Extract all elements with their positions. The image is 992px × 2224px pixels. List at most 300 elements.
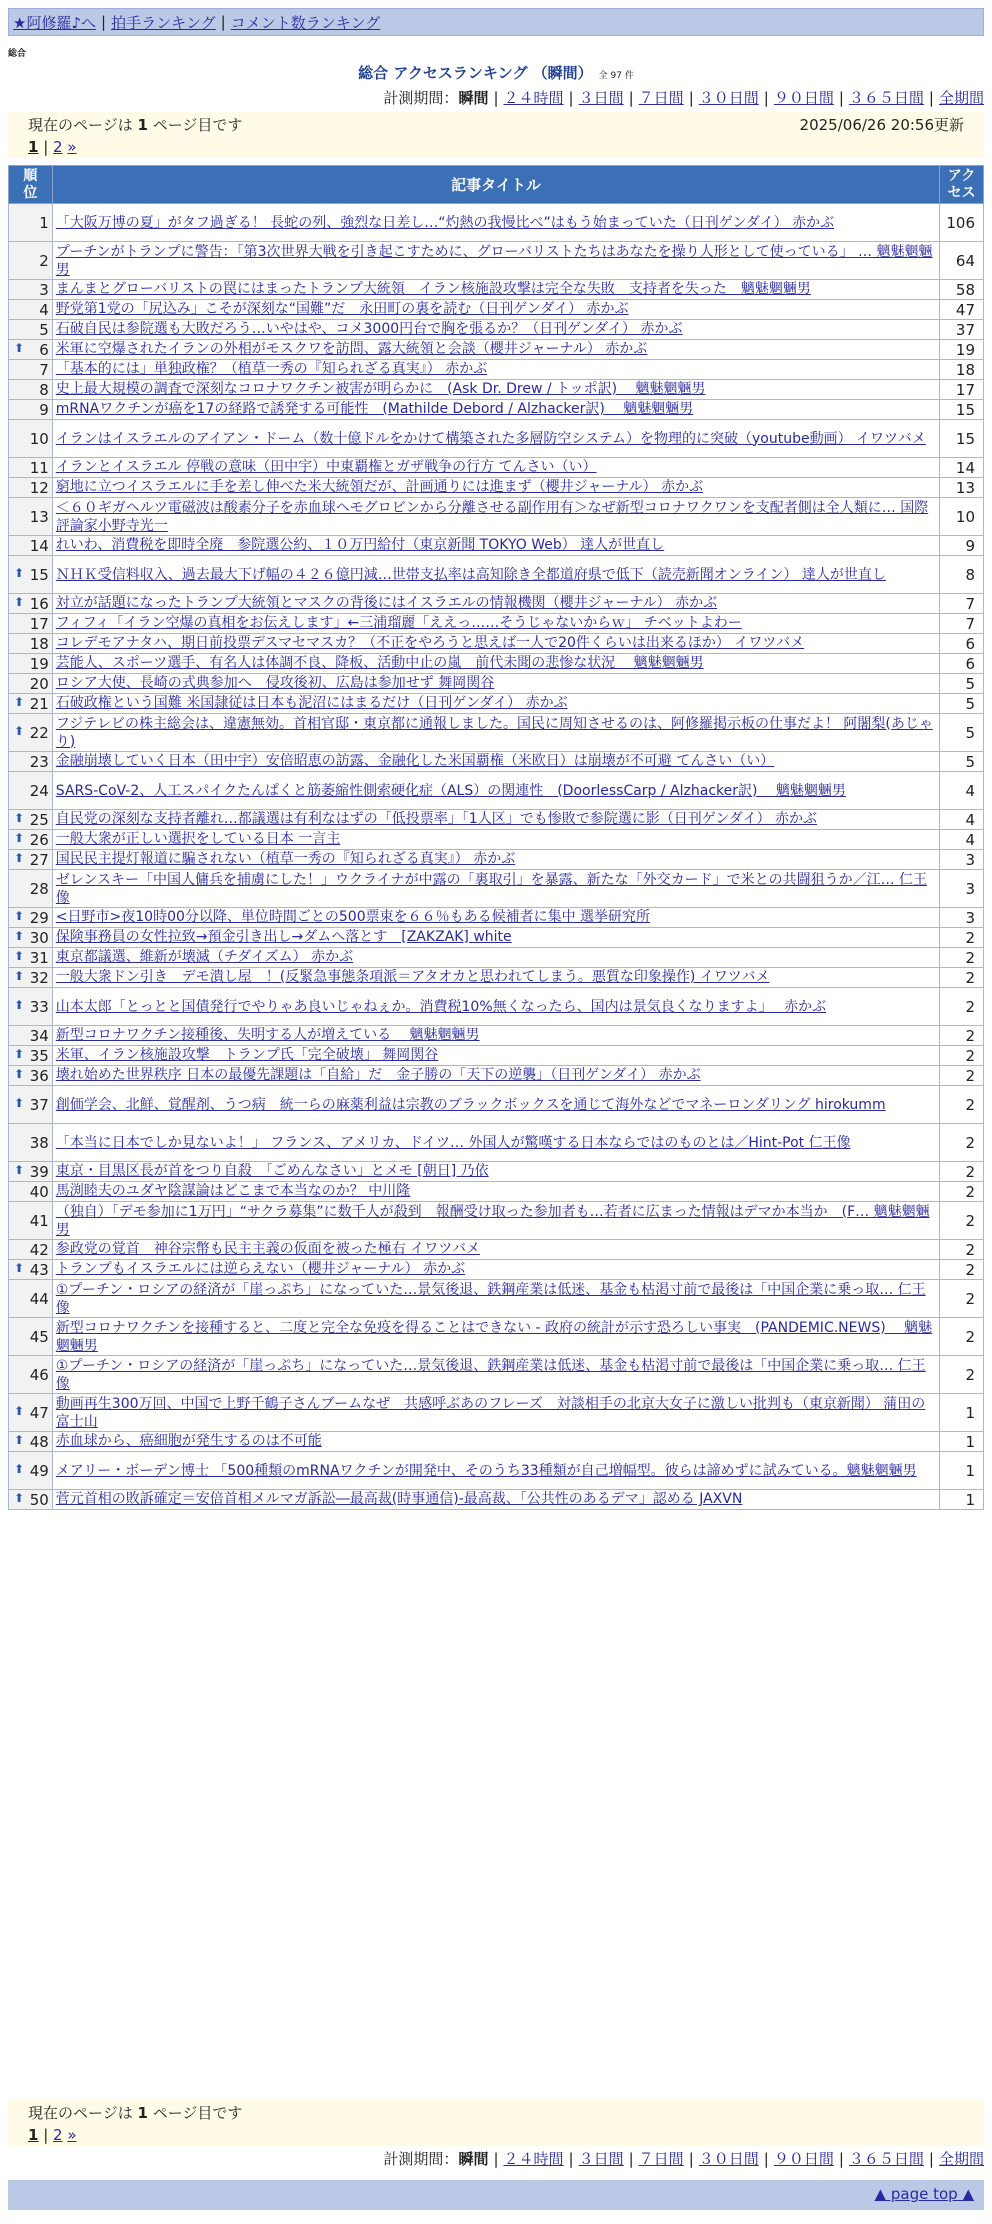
table-row [9, 614, 984, 634]
rank-cell [9, 204, 53, 242]
rank-cell [9, 948, 53, 968]
table-row [9, 420, 984, 458]
period-link-5[interactable]: ９０日間 [773, 89, 834, 107]
title-cell [52, 694, 939, 714]
rank-cell [9, 1260, 53, 1280]
rank-cell [9, 968, 53, 988]
article-link[interactable]: イランとイスラエル 停戦の意味（田中宇）中東覇権とガザ戦争の行方 てんさい（い） [55, 459, 597, 475]
article-link[interactable]: 赤血球から、癌細胞が発生するのは不可能 [55, 1433, 322, 1449]
article-link[interactable]: れいわ、消費税を即時全廃 参院選公約、１０万円給付（東京新聞 TOKYO Web） 達人が世直し [55, 537, 665, 553]
rank-cell [9, 1026, 53, 1046]
page-current: 1 [28, 2126, 39, 2144]
rank-cell [9, 340, 53, 360]
title-cell [52, 420, 939, 458]
title-cell [52, 340, 939, 360]
access-count: 14 [940, 458, 984, 478]
rank-number: 36 [29, 1066, 49, 1085]
title-cell [52, 1066, 939, 1086]
comment-ranking-link[interactable]: コメント数ランキング [230, 13, 381, 32]
access-count: 47 [940, 300, 984, 320]
title-cell [52, 614, 939, 634]
title-cell [52, 1240, 939, 1260]
rank-number: 20 [29, 674, 49, 693]
page-title-wrap [0, 62, 992, 83]
title-cell [52, 360, 939, 380]
period-link-3[interactable]: ７日間 [638, 89, 684, 107]
rank-cell [9, 694, 53, 714]
access-count: 13 [940, 478, 984, 498]
title-cell [52, 1356, 939, 1394]
rank-cell [9, 772, 53, 810]
page-top-link[interactable]: ▲ page top ▲ [874, 2185, 974, 2203]
arrow-up-icon: ⬆ [14, 948, 25, 963]
title-cell [52, 1124, 939, 1162]
access-count: 2 [940, 1202, 984, 1240]
access-count: 10 [940, 498, 984, 536]
title-cell [52, 1046, 939, 1066]
access-count: 2 [940, 968, 984, 988]
article-link[interactable]: 一般大衆が正しい選択をしている日本 一言主 [55, 831, 341, 847]
page-link-»[interactable]: » [67, 138, 77, 156]
article-link[interactable]: 新型コロナワクチン接種後、失明する人が増えている 魑魅魍魎男 [55, 1027, 480, 1043]
period-separator: | [628, 2150, 634, 2168]
rank-number: 9 [39, 400, 49, 419]
article-link[interactable]: トランプもイスラエルには逆らえない（櫻井ジャーナル） 赤かぶ [55, 1261, 466, 1277]
access-count: 64 [940, 242, 984, 280]
arrow-up-icon: ⬆ [14, 1260, 25, 1275]
period-separator: | [493, 89, 499, 107]
title-cell [52, 810, 939, 830]
table-row [9, 870, 984, 908]
table-row [9, 654, 984, 674]
table-row [9, 1260, 984, 1280]
rank-number: 26 [29, 830, 49, 849]
title-cell [52, 634, 939, 654]
rank-cell [9, 1240, 53, 1260]
article-link[interactable]: まんまとグローバリストの罠にはまったトランプ大統領 イラン核施設攻撃は完全な失敗 支持者を失った 魑魅魍魎男 [55, 281, 811, 297]
article-link[interactable]: ①プーチン・ロシアの経済が「崖っぷち」になっていた…景気後退、鉄鋼産業は低迷、基金も枯渇寸前で最後は「中国企業に乗っ取… 仁王像 [55, 1357, 926, 1392]
access-count: 2 [940, 928, 984, 948]
access-count: 19 [940, 340, 984, 360]
table-row [9, 1394, 984, 1432]
nav-separator: | [101, 13, 107, 31]
title-cell [52, 988, 939, 1026]
nav-separator: | [220, 13, 226, 31]
article-link[interactable]: 東京・目黒区長が首をつり自殺 「ごめんなさい」とメモ [朝日] 乃依 [55, 1163, 489, 1179]
arrow-up-icon: ⬆ [14, 1162, 25, 1177]
rank-cell [9, 1066, 53, 1086]
period-separator: | [928, 2150, 934, 2168]
rank-cell [9, 478, 53, 498]
arrow-up-icon: ⬆ [14, 997, 25, 1012]
table-row [9, 1086, 984, 1124]
table-row [9, 1162, 984, 1182]
article-link[interactable]: イランはイスラエルのアイアン・ドーム（数十億ドルをかけて構築された多層防空システム）を物理的に突破（youtube動画） イワツバメ [55, 430, 926, 447]
arrow-up-icon: ⬆ [14, 810, 25, 825]
title-cell [52, 1432, 939, 1452]
rank-number: 13 [29, 507, 49, 526]
title-cell [52, 594, 939, 614]
rank-number: 12 [29, 478, 49, 497]
period-separator: | [928, 89, 934, 107]
bottom-bar [8, 2180, 984, 2210]
table-row [9, 1026, 984, 1046]
title-cell [52, 870, 939, 908]
table-row [9, 300, 984, 320]
table-row [9, 1432, 984, 1452]
title-cell [52, 654, 939, 674]
article-link[interactable]: 新型コロナワクチンを接種すると、二度と完全な免疫を得ることはできない - 政府の統計が示す恐ろしい事実 (PANDEMIC.NEWS) 魑魅魍魎男 [55, 1319, 933, 1354]
table-row [9, 280, 984, 300]
arrow-up-icon: ⬆ [14, 928, 25, 943]
rank-number: 17 [29, 614, 49, 633]
access-count: 15 [940, 420, 984, 458]
rank-number: 41 [29, 1211, 49, 1230]
access-count: 17 [940, 380, 984, 400]
article-link[interactable]: 国民民主提灯報道に騙されない（植草一秀の『知られざる真実』） 赤かぶ [55, 851, 516, 867]
article-link[interactable]: 菅元首相の敗訴確定＝安倍首相メルマガ訴訟―最高裁(時事通信)-最高裁、「公共性のあるデマ」認める JAXVN [55, 1491, 743, 1507]
table-row [9, 634, 984, 654]
period-link-5[interactable]: ９０日間 [773, 2150, 834, 2168]
rank-cell [9, 320, 53, 340]
rank-number: 16 [29, 594, 49, 613]
access-count: 6 [940, 634, 984, 654]
period-separator: | [688, 2150, 694, 2168]
access-count: 2 [940, 948, 984, 968]
table-row [9, 1202, 984, 1240]
access-count: 2 [940, 1124, 984, 1162]
rank-cell [9, 614, 53, 634]
pager-bottom [28, 2126, 964, 2144]
access-count: 106 [940, 204, 984, 242]
rank-number: 43 [29, 1260, 49, 1279]
article-link[interactable]: 「大阪万博の夏」がタフ過ぎる！ 長蛇の列、強烈な日差し…“灼熱の我慢比べ”はもう始まっていた（日刊ゲンダイ） 赤かぶ [55, 214, 835, 231]
table-row [9, 536, 984, 556]
period-link-4[interactable]: ３０日間 [698, 2150, 759, 2168]
table-row [9, 772, 984, 810]
title-cell [52, 1260, 939, 1280]
article-link[interactable]: フィフィ「イラン空爆の真相をお伝えします」←三浦瑠麗「ええっ……そうじゃないからｗ」 チベットよわー [55, 615, 742, 631]
access-count: 7 [940, 594, 984, 614]
rank-number: 31 [29, 948, 49, 967]
arrow-up-icon: ⬆ [14, 1461, 25, 1476]
period-link-1[interactable]: ２４時間 [503, 2150, 564, 2168]
title-cell [52, 948, 939, 968]
rank-cell [9, 300, 53, 320]
rank-cell [9, 280, 53, 300]
access-count: 1 [940, 1490, 984, 1510]
rank-number: 48 [29, 1432, 49, 1451]
arrow-up-icon: ⬆ [14, 1432, 25, 1447]
article-link[interactable]: SARS-CoV-2、人工スパイクたんぱくと筋萎縮性側索硬化症（ALS）の関連性 (DoorlessCarp / Alzhacker訳) 魑魅魍魎男 [55, 782, 846, 799]
period-selector-top [383, 87, 984, 108]
article-link[interactable]: 壊れ始めた世界秩序 日本の最優先課題は「自給」だ 金子勝の「天下の逆襲」（日刊ゲンダイ） 赤かぶ [55, 1067, 701, 1083]
period-link-6[interactable]: ３６５日間 [848, 2150, 924, 2168]
rank-cell [9, 1280, 53, 1318]
access-count: 3 [940, 850, 984, 870]
title-cell [52, 242, 939, 280]
title-cell [52, 478, 939, 498]
table-row [9, 478, 984, 498]
article-link[interactable]: 「本当に日本でしか見ないよ！」 フランス、アメリカ、ドイツ… 外国人が驚嘆する日本ならではのものとは／Hint-Pot 仁王像 [55, 1134, 851, 1151]
article-link[interactable]: ①プーチン・ロシアの経済が「崖っぷち」になっていた…景気後退、鉄鋼産業は低迷、基金も枯渇寸前で最後は「中国企業に乗っ取… 仁王像 [55, 1281, 926, 1316]
title-cell [52, 1394, 939, 1432]
table-row [9, 1356, 984, 1394]
period-separator: | [568, 89, 574, 107]
article-link[interactable]: 山本太郎「とっとと国債発行でやりゃあ良いじゃねぇか。消費税10%無くなったら、国内は景気良くなりますよ」 赤かぶ [55, 998, 827, 1015]
table-row [9, 1182, 984, 1202]
table-row [9, 674, 984, 694]
article-link[interactable]: 保険事務員の女性拉致→預金引き出し→ダムへ落とす [ZAKZAK] white [55, 929, 512, 945]
rank-number: 42 [29, 1240, 49, 1259]
article-link[interactable]: プーチンがトランプに警告：「第3次世界大戦を引き起こすために、グローバリストたちはあなたを操り人形として使っている」 … 魑魅魍魎男 [55, 243, 933, 278]
article-link[interactable]: 金融崩壊していく日本（田中宇）安倍昭恵の訪露、金融化した米国覇権（米欧日）は崩壊が不可避 てんさい（い） [55, 753, 775, 769]
rank-cell [9, 810, 53, 830]
rank-number: 27 [29, 850, 49, 869]
title-cell [52, 1182, 939, 1202]
access-count: 58 [940, 280, 984, 300]
article-link[interactable]: 一般大衆ドン引き デモ潰し屋 ！(反緊急事態条項派＝アタオカと思われてしまう。悪質な印象操作) イワツバメ [55, 969, 770, 985]
rank-number: 32 [29, 968, 49, 987]
rank-number: 44 [29, 1289, 49, 1308]
article-link[interactable]: （独自）「デモ参加に1万円」“サクラ募集”に数千人が殺到 報酬受け取った参加者も…若者に広まった情報はデマか本当か (F… 魑魅魍魎男 [55, 1203, 930, 1238]
rank-cell [9, 714, 53, 752]
rank-number: 1 [39, 213, 49, 232]
rank-cell [9, 1162, 53, 1182]
title-header: 記事タイトル [52, 166, 939, 204]
access-count: 2 [940, 1066, 984, 1086]
table-row [9, 810, 984, 830]
article-link[interactable]: フジテレビの株主総会は、違憲無効。首相官邸・東京都に通報しました。国民に周知させるのは、阿修羅掲示板の仕事だよ！ 阿闍梨(あじゃり) [55, 715, 933, 750]
rank-cell [9, 400, 53, 420]
article-link[interactable]: 野党第1党の「尻込み」こそが深刻な“国難”だ 永田町の裏を読む（日刊ゲンダイ） 赤かぶ [55, 301, 629, 317]
title-cell [52, 968, 939, 988]
article-link[interactable]: ＜６０ギガヘルツ電磁波は酸素分子を赤血球ヘモグロビンから分離させる副作用有＞なぜ新型コロナワクワンを支配者側は全人類に… 国際評論家小野寺光一 [55, 499, 929, 534]
period-link-3[interactable]: ７日間 [638, 2150, 684, 2168]
access-count: 2 [940, 1356, 984, 1394]
top-nav-bar [8, 8, 984, 36]
access-count: 1 [940, 1452, 984, 1490]
access-count: 5 [940, 714, 984, 752]
rank-cell [9, 674, 53, 694]
rank-cell [9, 1394, 53, 1432]
article-link[interactable]: 芸能人、スポーツ選手、有名人は体調不良、降板、活動中止の嵐 前代未聞の悲惨な状況 魑魅魍魎男 [55, 655, 704, 671]
title-cell [52, 204, 939, 242]
table-row [9, 458, 984, 478]
rank-cell [9, 1318, 53, 1356]
table-row [9, 1240, 984, 1260]
article-link[interactable]: 東京都議選、維新が壊滅（チダイズム） 赤かぶ [55, 949, 354, 965]
page-separator: | [43, 2126, 54, 2144]
table-row [9, 380, 984, 400]
title-cell [52, 1202, 939, 1240]
access-count: 8 [940, 556, 984, 594]
article-link[interactable]: 米軍、イラン核施設攻撃 トランプ氏「完全破壊」 舞岡関谷 [55, 1047, 439, 1063]
article-link[interactable]: mRNAワクチンが癌を17の経路で誘発する可能性 (Mathilde Debord / Alzhacker訳) 魑魅魍魎男 [55, 401, 694, 417]
rank-number: 45 [29, 1327, 49, 1346]
home-link[interactable]: ★阿修羅♪へ [13, 13, 97, 32]
rank-number: 49 [29, 1461, 49, 1480]
article-link[interactable]: 窮地に立つイスラエルに手を差し伸べた米大統領だが、計画通りには進まず（櫻井ジャーナル） 赤かぶ [55, 479, 704, 495]
title-cell [52, 458, 939, 478]
title-cell [52, 1162, 939, 1182]
rank-number: 7 [39, 360, 49, 379]
article-link[interactable]: 米軍に空爆されたイランの外相がモスクワを訪問、露大統領と会談（櫻井ジャーナル） 赤かぶ [55, 341, 648, 357]
rank-number: 3 [39, 280, 49, 299]
article-link[interactable]: 自民党の深刻な支持者離れ…都議選は有利なはずの「低投票率」「1人区」でも惨敗で参院選に影（日刊ゲンダイ） 赤かぶ [55, 811, 818, 827]
access-count: 2 [940, 1280, 984, 1318]
article-link[interactable]: メアリー・ボーデン博士 「500種類のmRNAワクチンが開発中、そのうち33種類が自己増幅型。彼らは諦めずに試みている。魑魅魍魎男 [55, 1462, 917, 1479]
period-link-2[interactable]: ３日間 [578, 2150, 624, 2168]
article-link[interactable]: 石破自民は参院選も大敗だろう…いやはや、コメ3000円台で胸を張るか？（日刊ゲンダイ） 赤かぶ [55, 321, 683, 337]
ranking-table [8, 165, 984, 1510]
rank-cell [9, 1182, 53, 1202]
rank-number: 33 [29, 997, 49, 1016]
rank-cell [9, 594, 53, 614]
page-current: 1 [28, 138, 39, 156]
period-link-2[interactable]: ３日間 [578, 89, 624, 107]
access-count: 2 [940, 1046, 984, 1066]
rank-cell [9, 498, 53, 536]
article-link[interactable]: 動画再生300万回、中国で上野千鶴子さんブームなぜ 共感呼ぶあのフレーズ 対談相手の北京大女子に激しい批判も（東京新聞） 蒲田の富士山 [55, 1395, 926, 1430]
table-row [9, 714, 984, 752]
period-separator: | [493, 2150, 499, 2168]
article-link[interactable]: 史上最大規模の調査で深刻なコロナワクチン被害が明らかに (Ask Dr. Drew / トッポ訳) 魑魅魍魎男 [55, 381, 706, 397]
rank-cell [9, 1356, 53, 1394]
table-row [9, 498, 984, 536]
title-cell [52, 1026, 939, 1046]
rank-number: 5 [39, 320, 49, 339]
period-separator: | [838, 2150, 844, 2168]
access-count: 1 [940, 1432, 984, 1452]
title-cell [52, 1280, 939, 1318]
page-link-2[interactable]: 2 [53, 138, 63, 156]
current-page-text: 現在のページは 1 ページ目です [28, 116, 243, 134]
access-count: 1 [940, 1394, 984, 1432]
rank-cell [9, 1432, 53, 1452]
rank-cell [9, 458, 53, 478]
rank-number: 34 [29, 1026, 49, 1045]
clap-ranking-link[interactable]: 拍手ランキング [111, 13, 216, 32]
total-count: 全 97 件 [598, 71, 634, 81]
access-count: 18 [940, 360, 984, 380]
rank-cell [9, 850, 53, 870]
page-separator: | [43, 138, 54, 156]
access-count: 2 [940, 1162, 984, 1182]
article-link[interactable]: 馬渕睦夫のユダヤ陰謀論はどこまで本当なのか？ 中川隆 [55, 1183, 411, 1199]
period-link-7[interactable]: 全期間 [938, 89, 984, 107]
rank-cell [9, 908, 53, 928]
title-cell [52, 908, 939, 928]
title-cell [52, 536, 939, 556]
rank-cell [9, 242, 53, 280]
period-link-1[interactable]: ２４時間 [503, 89, 564, 107]
article-link[interactable]: 創価学会、北鮮、覚醒剤、うつ病 統一らの麻薬利益は宗教のブラックボックスを通じて海外などでマネーロンダリング hirokumm [55, 1096, 886, 1113]
article-link[interactable]: コレデモアナタハ、期日前投票デスマセマスカ？（不正をやろうと思えば一人で20件くらいは出来るほか） イワツバメ [55, 635, 805, 651]
page-link-2[interactable]: 2 [53, 2126, 63, 2144]
rank-number: 30 [29, 928, 49, 947]
table-row [9, 360, 984, 380]
table-row [9, 1490, 984, 1510]
period-selector-bottom [383, 2148, 984, 2169]
table-row [9, 988, 984, 1026]
table-row [9, 400, 984, 420]
period-link-6[interactable]: ３６５日間 [848, 89, 924, 107]
rank-number: 38 [29, 1133, 49, 1152]
rank-cell [9, 634, 53, 654]
article-link[interactable]: ゼレンスキー「中国人傭兵を捕虜にした！」ウクライナが中露の「裏取引」を暴露、新たな「外交カード」で米との共闘狙うか／江… 仁王像 [55, 871, 928, 906]
rank-cell [9, 1046, 53, 1066]
access-count: 3 [940, 870, 984, 908]
period-separator: | [838, 89, 844, 107]
article-link[interactable]: ＮＨＫ受信料収入、過去最大下げ幅の４２６億円減…世帯支払率は高知除き全都道府県で低下（読売新聞オンライン） 達人が世直し [55, 566, 886, 583]
title-cell [52, 752, 939, 772]
title-cell [52, 772, 939, 810]
access-count: 5 [940, 694, 984, 714]
table-row [9, 1124, 984, 1162]
rank-number: 14 [29, 536, 49, 555]
article-link[interactable]: 参政党の覚首 神谷宗幣も民主主義の仮面を被った極右 イワツバメ [55, 1241, 480, 1257]
article-link[interactable]: <日野市>夜10時00分以降、単位時間ごとの500票束を６６％もある候補者に集中 選挙研究所 [55, 909, 651, 925]
pageinfo-bottom [8, 2100, 984, 2146]
article-link[interactable]: ロシア大使、長崎の式典参加へ 侵攻後初、広島は参加せず 舞岡関谷 [55, 675, 495, 691]
title-cell [52, 674, 939, 694]
access-count: 37 [940, 320, 984, 340]
period-link-7[interactable]: 全期間 [938, 2150, 984, 2168]
title-cell [52, 380, 939, 400]
access-count: 2 [940, 1318, 984, 1356]
period-separator: | [763, 2150, 769, 2168]
rank-cell [9, 556, 53, 594]
arrow-up-icon: ⬆ [14, 1095, 25, 1110]
title-cell [52, 1318, 939, 1356]
period-label: 計測期間： [383, 2150, 459, 2168]
arrow-up-icon: ⬆ [14, 908, 25, 923]
rank-number: 22 [29, 723, 49, 742]
pager-top [28, 138, 964, 156]
article-link[interactable]: 「基本的には」単独政権？（植草一秀の『知られざる真実』） 赤かぶ [55, 361, 488, 377]
rank-number: 23 [29, 752, 49, 771]
access-count: 3 [940, 908, 984, 928]
table-row [9, 340, 984, 360]
access-count: 2 [940, 1026, 984, 1046]
rank-cell [9, 360, 53, 380]
rank-number: 10 [29, 429, 49, 448]
table-row [9, 1318, 984, 1356]
access-count: 15 [940, 400, 984, 420]
rank-number: 19 [29, 654, 49, 673]
table-row [9, 850, 984, 870]
period-link-4[interactable]: ３０日間 [698, 89, 759, 107]
rank-cell [9, 1452, 53, 1490]
table-row [9, 752, 984, 772]
table-row [9, 830, 984, 850]
article-link[interactable]: 石破政権という国難 米国隷従は日本も泥沼にはまるだけ（日刊ゲンダイ） 赤かぶ [55, 695, 568, 711]
rank-number: 28 [29, 879, 49, 898]
table-row [9, 968, 984, 988]
access-count: 2 [940, 1086, 984, 1124]
table-row [9, 1066, 984, 1086]
rank-cell [9, 380, 53, 400]
arrow-up-icon: ⬆ [14, 594, 25, 609]
access-header: アクセス [940, 166, 984, 204]
arrow-up-icon: ⬆ [14, 565, 25, 580]
table-row [9, 594, 984, 614]
table-row [9, 908, 984, 928]
page-link-»[interactable]: » [67, 2126, 77, 2144]
article-link[interactable]: 対立が話題になったトランプ大統領とマスクの背後にはイスラエルの情報機関（櫻井ジャーナル） 赤かぶ [55, 595, 718, 611]
rank-number: 46 [29, 1365, 49, 1384]
